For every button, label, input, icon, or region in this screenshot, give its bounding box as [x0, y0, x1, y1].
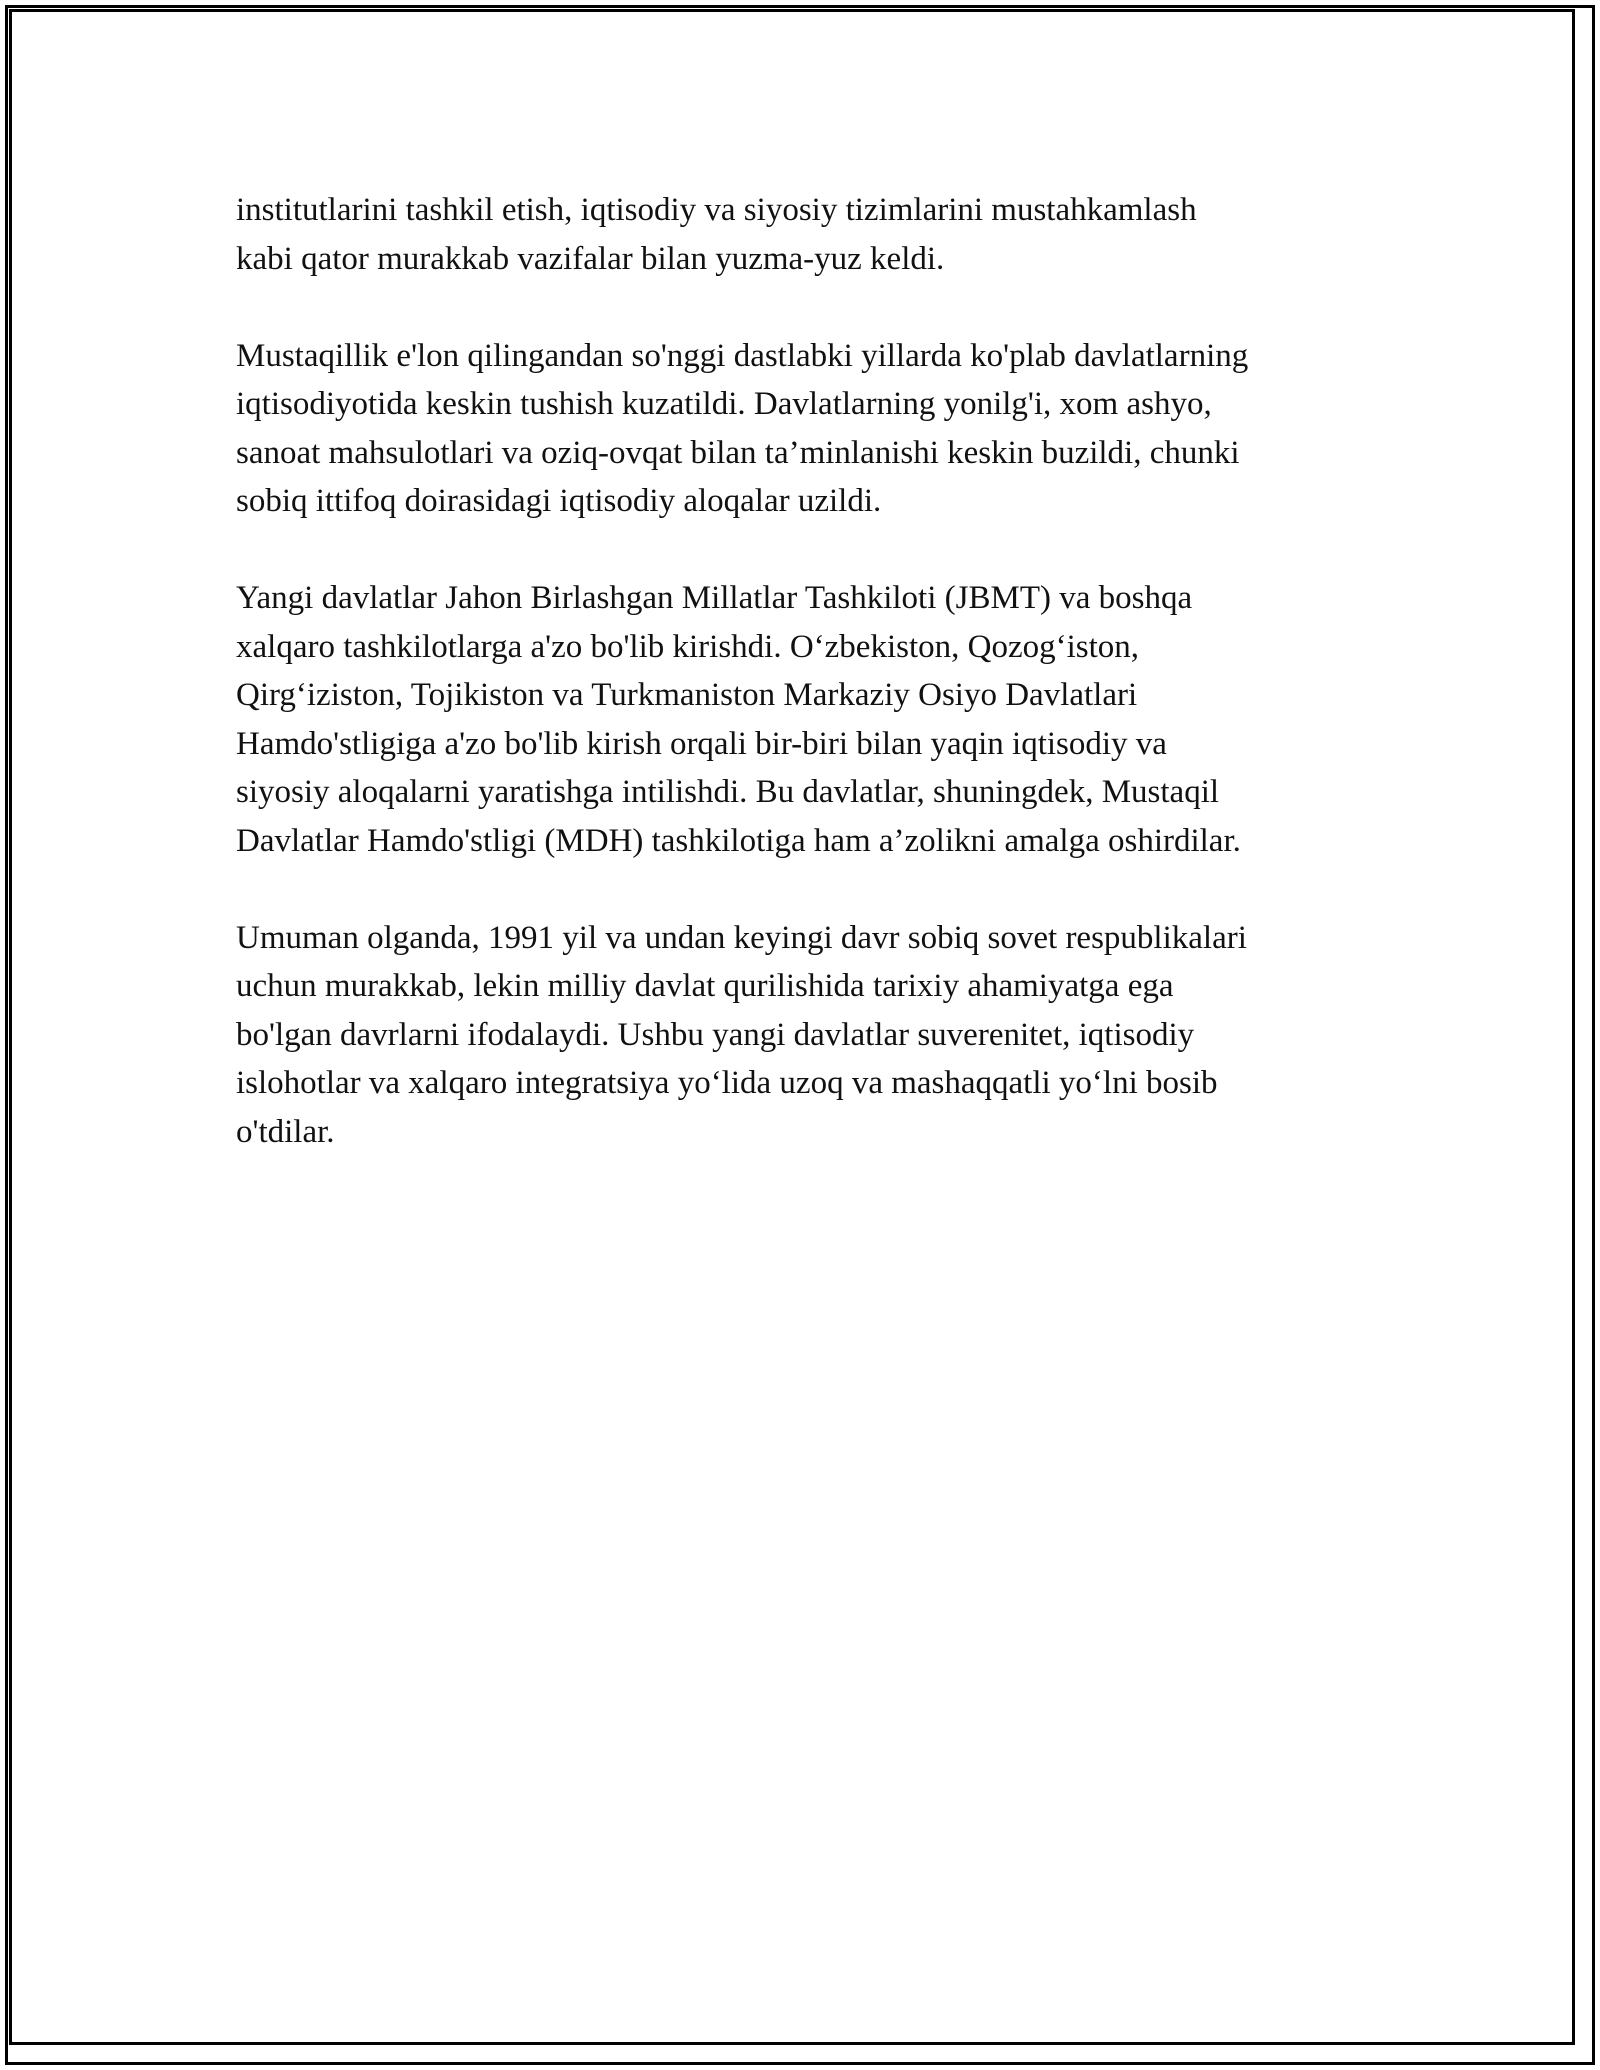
document-body: [236, 186, 1376, 1205]
paragraph-3: Yangi davlatlar Jahon Birlashgan Millatlar Tashkiloti (JBMT) va boshqa xalqaro tashkilotlarga a'zo bo'lib kirishdi. O‘zbekiston, Qozog‘iston, Qirg‘iziston, Tojikiston va Turkmaniston Markaziy Osiyo Davlatlari Hamdo'stligiga a'zo bo'lib kirish orqali bir-biri bilan yaqin iqtisodiy va siyosiy aloqalarni yaratishga intilishdi. Bu davlatlar, shuningdek, Mustaqil Davlatlar Hamdo'stligi (MDH) tashkilotiga ham a’zolikni amalga oshirdilar.: [236, 580, 1241, 859]
paragraph-4: Umuman olganda, 1991 yil va undan keyingi davr sobiq sovet respublikalari uchun murakkab, lekin milliy davlat qurilishida tarixiy ahamiyatga ega bo'lgan davrlarni ifodalaydi. Ushbu yangi davlatlar suverenitet, iqtisodiy islohotlar va xalqaro integratsiya yo‘lida uzoq va mashaqqatli yo‘lni bosib o'tdilar.: [236, 919, 1247, 1150]
paragraph-1: institutlarini tashkil etish, iqtisodiy va siyosiy tizimlarini mustahkamlash kabi qator murakkab vazifalar bilan yuzma-yuz keldi.: [236, 192, 1197, 277]
paragraph-2: Mustaqillik e'lon qilingandan so'nggi dastlabki yillarda ko'plab davlatlarning iqtisodiyotida keskin tushish kuzatildi. Davlatlarning yonilg'i, xom ashyo, sanoat mahsulotlari va oziq-ovqat bilan ta’minlanishi keskin buzildi, chunki sobiq ittifoq doirasidagi iqtisodiy aloqalar uzildi.: [236, 337, 1249, 519]
